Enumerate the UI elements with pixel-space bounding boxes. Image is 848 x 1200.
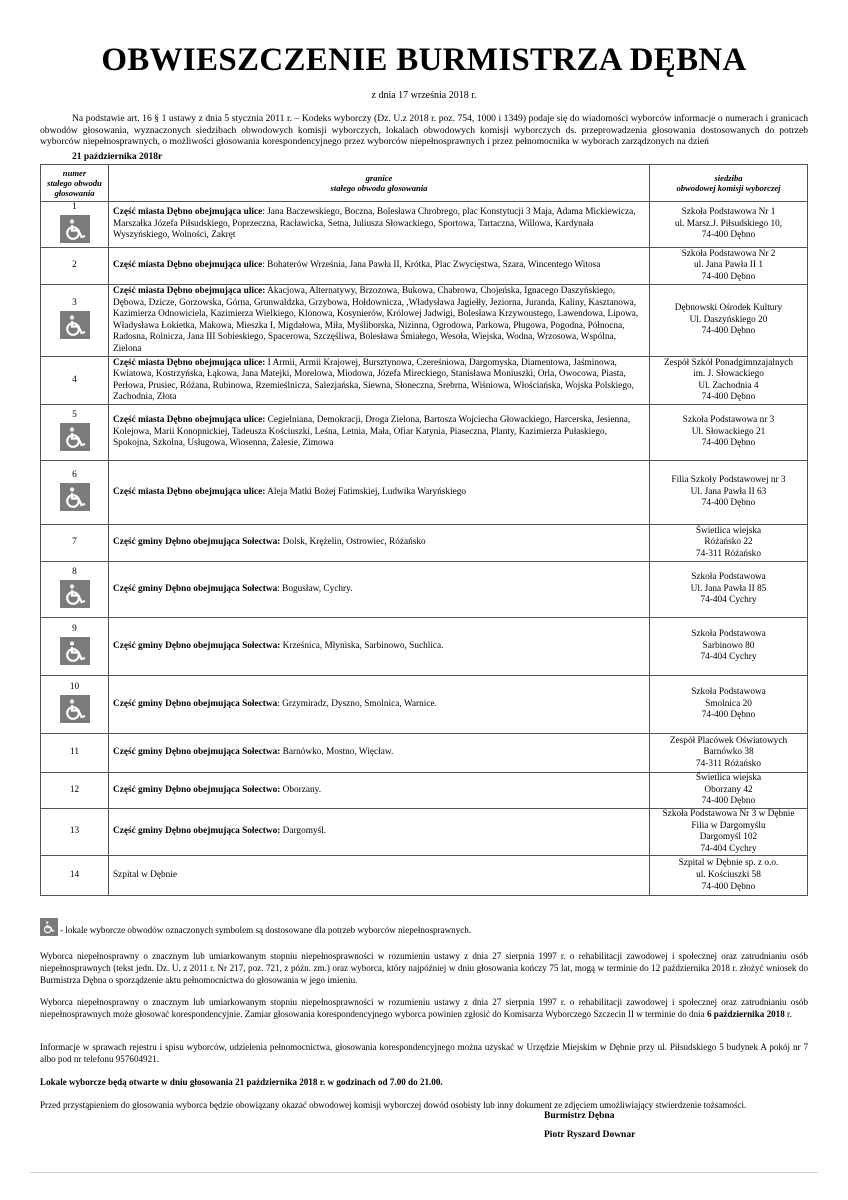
district-bounds-label: Część gminy Dębno obejmująca Sołectwa: (113, 537, 281, 548)
district-number-cell (41, 202, 109, 248)
district-number: 12 (69, 784, 80, 795)
commission-seat-line: Ul. Jana Pawła II 63 (690, 486, 767, 497)
district-number: 2 (72, 260, 77, 271)
header-bounds (109, 165, 650, 202)
header-number-line: głosowania (54, 188, 95, 198)
table-row (41, 618, 808, 676)
commission-seat-cell (650, 808, 808, 855)
commission-seat-cell (650, 618, 808, 676)
commission-seat-cell (650, 856, 808, 896)
commission-seat-line: 74-400 Dębno (701, 392, 756, 403)
header-number-line: numer (62, 168, 87, 178)
commission-seat-cell (650, 248, 808, 285)
signature-name: Piotr Ryszard Downar (544, 1130, 636, 1140)
wheelchair-icon (40, 918, 58, 936)
table-row (41, 461, 808, 525)
district-number-cell (41, 676, 109, 734)
district-bounds-text: Dargomyśl. (282, 826, 327, 837)
commission-seat-line: Sarbinowo 80 (702, 640, 755, 651)
district-number-cell (41, 773, 109, 809)
commission-seat-line: Szkoła Podstawowa nr 3 (682, 415, 775, 426)
district-bounds-text: I Armii, Armii Krajowej, Bursztynowa, Czereśniowa, Dargomyska, Diamentowa, Jaśminowa, Kwiatowa, Kostrzyńska, Łąkowa, Jana Matejki, Morelowa, Miodowa, Józefa Mireckiego, Stanisława Moniuszki, Orla, Owocowa, Piasta, Perłowa, Prusiec, Różana, Rubinowa, Rzemieślnicza, Salezjańska, Siewna, Słoneczna, Srebrna, Wiśniowa, Włościańska, Wojska Polskiego, Zachodnia, Złota (113, 357, 634, 403)
district-bounds-cell (109, 202, 650, 248)
commission-seat-cell (650, 202, 808, 248)
district-number-cell (41, 562, 109, 618)
district-bounds-cell (109, 285, 650, 357)
district-number: 10 (69, 682, 80, 693)
district-bounds-cell (109, 734, 650, 773)
district-bounds-text: Dolsk, Krężelin, Ostrowiec, Różańsko (282, 537, 426, 548)
commission-seat-line: Ul. Jana Pawła II 85 (690, 583, 767, 594)
header-seat-line: siedziba (714, 173, 743, 183)
commission-seat-line: Szpital w Dębnie sp. z o.o. (678, 858, 779, 869)
district-bounds-label: Część miasta Dębno obejmująca ulice (113, 207, 263, 218)
district-bounds-text: Krześnica, Młyniska, Sarbinowo, Suchlica. (282, 640, 444, 651)
commission-seat-line: 74-400 Dębno (701, 271, 756, 282)
commission-seat-line: Smolnica 20 (705, 698, 752, 709)
commission-seat-line: 74-311 Różańsko (696, 548, 761, 559)
commission-seat-line: ul. Jana Pawła II 1 (694, 260, 763, 271)
district-bounds-cell (109, 618, 650, 676)
footer-divider (30, 1172, 818, 1173)
commission-seat-line: Filia w Dargomyślu (691, 820, 766, 831)
district-bounds-label: Część gminy Dębno obejmująca Sołectwo: (113, 826, 281, 837)
commission-seat-line: 74-400 Dębno (701, 230, 756, 241)
commission-seat-line: Szkoła Podstawowa Nr 1 (681, 207, 776, 218)
district-number-cell (41, 357, 109, 405)
commission-seat-line: Zespół Placówek Oświatowych (669, 735, 788, 746)
district-bounds-label: Część gminy Dębno obejmująca Sołectwa (113, 583, 278, 594)
district-bounds-cell (109, 461, 650, 525)
commission-seat-line: im. J. Słowackiego (693, 369, 764, 380)
postal-paragraph (40, 997, 808, 1021)
commission-seat-cell (650, 525, 808, 562)
commission-seat-line: 74-404 Cychry (700, 843, 757, 854)
district-bounds-text: Aleja Matki Bożej Fatimskiej, Ludwika Waryńskiego (267, 486, 467, 497)
district-number-cell (41, 248, 109, 285)
district-number: 5 (72, 410, 77, 421)
header-seat-line: obwodowej komisji wyborczej (676, 183, 781, 193)
district-bounds-cell (109, 773, 650, 809)
commission-seat-line: Zespół Szkół Ponadgimnzajalnych (663, 357, 794, 368)
district-number: 1 (72, 202, 77, 212)
wheelchair-icon (60, 695, 90, 723)
table-row (41, 856, 808, 896)
table-row (41, 808, 808, 855)
district-bounds-label: Część gminy Dębno obejmująca Sołectwa: (113, 747, 281, 758)
table-header-row (41, 165, 808, 202)
id-document-paragraph: Przed przystąpieniem do głosowania wyborca będzie obowiązany okazać obwodowej komisji wyborczej dowód osobisty lub inny dokument ze zdjęciem umożliwiający stwierdzenie tożsamości. (40, 1100, 747, 1110)
district-bounds-text: Oborzany. (282, 784, 322, 795)
table-row (41, 248, 808, 285)
district-bounds-text: Bogusław, Cychry. (282, 583, 353, 594)
header-number (41, 165, 109, 202)
commission-seat-line: Ul. Daszyńskiego 20 (689, 314, 768, 325)
postal-suffix: r. (784, 1008, 792, 1019)
commission-seat-line: Barnówko 38 (703, 747, 754, 758)
accessibility-legend (40, 917, 808, 936)
table-row (41, 202, 808, 248)
table-row (41, 357, 808, 405)
hours-paragraph: Lokale wyborcze będą otwarte w dniu głosowania 21 października 2018 r. w godzinach od 7.00 do 21.00. (40, 1077, 443, 1087)
commission-seat-line: Świetlica wiejska (695, 773, 762, 784)
commission-seat-line: 74-400 Dębno (701, 796, 756, 807)
district-bounds-separator: : (262, 207, 268, 218)
district-bounds-label: Część gminy Dębno obejmująca Sołectwo: (113, 784, 281, 795)
commission-seat-cell (650, 461, 808, 525)
district-bounds-text: Szpital w Dębnie (113, 870, 178, 881)
commission-seat-line: 74-400 Dębno (701, 710, 756, 721)
header-bounds-line: stałego obwodu głosowania (330, 183, 428, 193)
commission-seat-line: Ul. Zachodnia 4 (698, 380, 759, 391)
header-number-line: stałego obwodu (47, 178, 102, 188)
header-bounds-line: granice (365, 173, 393, 183)
wheelchair-icon (60, 215, 90, 243)
commission-seat-cell (650, 357, 808, 405)
district-bounds-text: Barnówko, Mostno, Więcław. (282, 747, 394, 758)
district-number: 11 (70, 747, 79, 758)
table-row (41, 525, 808, 562)
commission-seat-cell (650, 562, 808, 618)
district-number-cell (41, 856, 109, 896)
header-seat (650, 165, 808, 202)
commission-seat-line: 74-404 Cychry (700, 595, 757, 606)
district-bounds-label: Część miasta Dębno obejmująca ulice: (113, 415, 266, 426)
districts-table (40, 164, 808, 896)
postal-deadline: 6 października 2018 (706, 1008, 785, 1019)
commission-seat-line: Szkoła Podstawowa (691, 687, 766, 698)
district-number: 14 (69, 870, 80, 881)
commission-seat-line: ul. Marsz.J. Piłsudskiego 10, (674, 218, 783, 229)
district-bounds-text: Jana Baczewskiego, Boczna, Bolesława Chrobrego, plac Konstytucji 3 Maja, Adama Mickiewicza, Marszałka Józefa Piłsudskiego, Poprzeczna, Racławicka, Setna, Juliusza Słowackiego, Sportowa, Tartaczna, Willowa, Kardynała Wyszyńskiego, Wolności, Zakręt (113, 207, 636, 241)
district-bounds-label: Część miasta Dębno obejmująca ulice: (113, 357, 266, 368)
district-bounds-cell (109, 808, 650, 855)
district-bounds-label: Część gminy Dębno obejmująca Sołectwa: (113, 640, 281, 651)
district-number-cell (41, 525, 109, 562)
district-bounds-cell (109, 676, 650, 734)
district-bounds-cell (109, 357, 650, 405)
election-date: 21 października 2018r (72, 152, 163, 162)
table-row (41, 676, 808, 734)
table-row (41, 773, 808, 809)
district-bounds-separator: : (277, 583, 283, 594)
table-row (41, 285, 808, 357)
district-bounds-cell (109, 856, 650, 896)
district-bounds-cell (109, 405, 650, 461)
district-number: 4 (72, 374, 77, 385)
wheelchair-icon (60, 311, 90, 339)
commission-seat-line: Dargomyśl 102 (699, 832, 758, 843)
district-number: 8 (72, 567, 77, 578)
district-number-cell (41, 405, 109, 461)
district-bounds-text: Akacjowa, Alternatywy, Brzozowa, Bukowa, Chabrowa, Chojeńska, Ignacego Daszyńskiego, Dębowa, Dzicze, Gorzowska, Górna, Grunwaldzka, Grzybowa, Hołdownicza, ,Władysława Jagiełły, Jeziorna, Juranda, Kaliny, Kasztanowa, Kazimierza Odnowiciela, Kazimierza Wielkiego, Klonowa, Kosynierów, Królowej Jadwigi, Bolesława Krzywoustego, Lawendowa, Lipowa, Władysława Łokietka, Makowa, Mieszka I, Migdałowa, Miła, Myśliborska, Nizinna, Ogrodowa, Parkowa, Pługowa, Pogodna, Północna, Radosna, Rolnicza, Jana III Sobieskiego, Spacerowa, Szczęśliwa, Bolesława Śmiałego, Wesoła, Wiejska, Wodna, Wrzosowa, Wspólna, Zielona (113, 285, 639, 354)
district-number: 9 (72, 624, 77, 635)
district-bounds-text: Grzymiradz, Dyszno, Smolnica, Warnice. (282, 698, 437, 709)
district-bounds-separator: : (262, 260, 268, 271)
legend-text: - lokale wyborcze obwodów oznaczonych symbolem są dostosowane dla potrzeb wyborców niepełnosprawnych. (60, 925, 472, 935)
district-bounds-cell (109, 248, 650, 285)
commission-seat-line: Oborzany 42 (704, 784, 753, 795)
district-bounds-text: Cegielniana, Demokracji, Droga Zielona, Bartosza Wojciecha Głowackiego, Harcerska, Jesienna, Kolejowa, Marii Konopnickiej, Tadeusza Kościuszki, Leśna, Letnia, Mała, Ofiar Katynia, Piaseczna, Planty, Kazimierza Pułaskiego, Spokojna, Szkolna, Usługowa, Wiosenna, Zalesie, Zimowa (113, 415, 631, 449)
commission-seat-line: Różańsko 22 (704, 537, 753, 548)
intro-paragraph: Na podstawie art. 16 § 1 ustawy z dnia 5 stycznia 2011 r. – Kodeks wyborczy (Dz. U.z 2018 r. poz. 754, 1000 i 1349) podaje się do wiadomości wyborców informacje o numerach i granicach obwodów głosowania, wyznaczonych siedzibach obwodowych komisji wyborczych, lokalach obwodowych komisji wyborczych ds. przeprowadzenia głosowania dostosowanych do potrzeb wyborców niepełnosprawnych, o możliwości głosowania korespondencyjnego przez wyborców niepełnosprawnych i przez pełnomocnika w wyborach zarządzonych na dzień (40, 113, 808, 147)
wheelchair-icon (60, 637, 90, 665)
wheelchair-icon (60, 483, 90, 511)
commission-seat-cell (650, 734, 808, 773)
proxy-paragraph: Wyborca niepełnosprawny o znacznym lub umiarkowanym stopniu niepełnosprawności w rozumieniu ustawy z dnia 27 sierpnia 1997 r. o rehabilitacji zawodowej i społecznej oraz zatrudnianiu osób niepełnosprawnych (tekst jedn. Dz. U. z 2011 r. Nr 217, poz. 721, z późn. zm.) oraz wyborca, który najpóźniej w dniu głosowania kończy 75 lat, mogą w terminie do 12 października 2018 r. złożyć wniosek do Burmistrza Dębna o sporządzenie aktu pełnomocnictwa do głosowania w jego imieniu. (40, 951, 808, 985)
commission-seat-line: Ul. Słowackiego 21 (691, 426, 766, 437)
district-number-cell (41, 808, 109, 855)
district-bounds-text: Bohaterów Września, Jana Pawła II, Krótka, Plac Zwycięstwa, Szara, Wincentego Witosa (267, 260, 601, 271)
commission-seat-line: Szkoła Podstawowa Nr 2 (681, 248, 776, 259)
district-bounds-label: Część gminy Dębno obejmująca Sołectwa (113, 698, 278, 709)
commission-seat-line: Szkoła Podstawowa (691, 629, 766, 640)
commission-seat-cell (650, 773, 808, 809)
contact-paragraph: Informacje w sprawach rejestru i spisu wyborców, udzielenia pełnomocnictwa, głosowania korespondencyjnego można uzyskać w Urzędzie Miejskim w Dębnie przy ul. Piłsudskiego 5 budynek A pokój nr 7 albo pod nr telefonu 957604921. (40, 1042, 808, 1064)
district-number: 13 (69, 826, 80, 837)
page-title: OBWIESZCZENIE BURMISTRZA DĘBNA (101, 42, 747, 78)
commission-seat-line: Szkoła Podstawowa (691, 572, 766, 583)
wheelchair-icon (60, 580, 90, 608)
district-bounds-label: Część miasta Dębno obejmująca ulice: (113, 285, 266, 296)
postal-text: Wyborca niepełnosprawny o znacznym lub umiarkowanym stopniu niepełnosprawności w rozumieniu ustawy z dnia 27 sierpnia 1997 r. o rehabilitacji zawodowej i społecznej oraz zatrudnianiu osób niepełnosprawnych może głosować korespondencyjnie. Zamiar głosowania korespondencyjnego wyborca powinien zgłosić do Komisarza Wyborczego Szczecin II w terminie do dnia (40, 997, 808, 1019)
commission-seat-cell (650, 285, 808, 357)
table-row (41, 734, 808, 773)
commission-seat-line: Filia Szkoły Podstawowej nr 3 (671, 475, 786, 486)
commission-seat-line: 74-400 Dębno (701, 326, 756, 337)
district-bounds-separator: : (277, 698, 283, 709)
commission-seat-line: 74-404 Cychry (700, 652, 757, 663)
commission-seat-cell (650, 405, 808, 461)
commission-seat-line: Świetlica wiejska (695, 525, 762, 536)
district-bounds-cell (109, 525, 650, 562)
wheelchair-icon (60, 423, 90, 451)
district-number-cell (41, 285, 109, 357)
commission-seat-line: 74-400 Dębno (701, 881, 756, 892)
commission-seat-line: ul. Kościuszki 58 (696, 870, 761, 881)
commission-seat-line: 74-400 Dębno (701, 438, 756, 449)
commission-seat-line: Dębnowski Ośrodek Kultury (674, 303, 783, 314)
district-number: 3 (72, 298, 77, 309)
district-number: 6 (72, 470, 77, 481)
district-number-cell (41, 734, 109, 773)
district-number-cell (41, 461, 109, 525)
table-row (41, 562, 808, 618)
district-number: 7 (72, 537, 77, 548)
notice-date: z dnia 17 września 2018 r. (371, 90, 477, 101)
commission-seat-line: Szkoła Podstawowa Nr 3 w Dębnie (662, 808, 795, 819)
district-bounds-label: Część miasta Dębno obejmująca ulice: (113, 486, 266, 497)
district-bounds-label: Część miasta Dębno obejmująca ulice (113, 260, 263, 271)
commission-seat-line: 74-311 Różańsko (696, 758, 761, 769)
table-row (41, 405, 808, 461)
commission-seat-cell (650, 676, 808, 734)
district-number-cell (41, 618, 109, 676)
district-bounds-cell (109, 562, 650, 618)
signature-role: Burmistrz Dębna (544, 1111, 615, 1121)
commission-seat-line: 74-400 Dębno (701, 498, 756, 509)
